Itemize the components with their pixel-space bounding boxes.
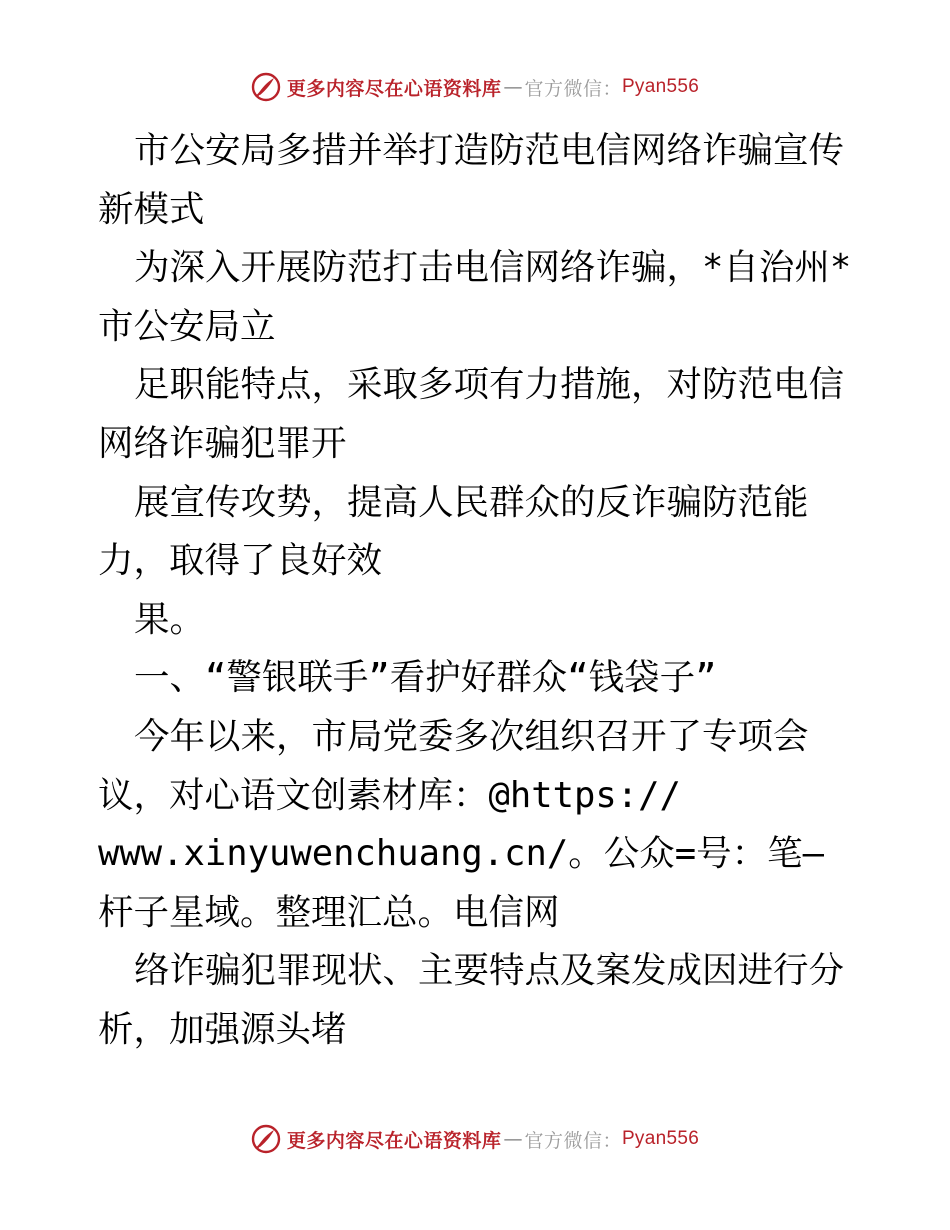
footer-brand-text: 更多内容尽在心语资料库 <box>286 1129 502 1152</box>
paragraph: 络诈骗犯罪现状、主要特点及案发成因进行分析，加强源头堵 <box>98 950 845 1050</box>
page-footer <box>0 1124 950 1154</box>
header-wechat-label: 官方微信： <box>524 77 622 100</box>
footer-separator: — <box>503 1128 523 1150</box>
paragraph: 今年以来，市局党委多次组织召开了专项会议，对心语文创素材库：@https:// <box>98 715 809 816</box>
paragraph: 果。 <box>134 598 206 640</box>
paragraph: 为深入开展防范打击电信网络诈骗，*自治州*市公安局立 <box>98 247 852 347</box>
document-body <box>98 122 853 1060</box>
header-separator: — <box>503 76 523 98</box>
quill-pen-logo-icon <box>251 72 281 102</box>
page-header <box>0 72 950 102</box>
document-title: 市公安局多措并举打造防范电信网络诈骗宣传新模式 <box>98 130 845 230</box>
footer-wechat-id: Pyan556 <box>621 1128 700 1149</box>
footer-wechat-label: 官方微信： <box>524 1129 622 1152</box>
quill-pen-logo-icon <box>251 1124 281 1154</box>
header-wechat-id: Pyan556 <box>621 76 700 97</box>
header-brand-text: 更多内容尽在心语资料库 <box>286 77 502 100</box>
paragraph: www.xinyuwenchuang.cn/。公众=号：笔—杆子星域。整理汇总。电信网 <box>98 833 824 933</box>
paragraph: 足职能特点，采取多项有力措施，对防范电信网络诈骗犯罪开 <box>98 364 845 464</box>
paragraph: 展宣传攻势，提高人民群众的反诈骗防范能力，取得了良好效 <box>98 481 809 582</box>
section-heading: 一、“警银联手”看护好群众“钱袋子” <box>134 657 717 699</box>
